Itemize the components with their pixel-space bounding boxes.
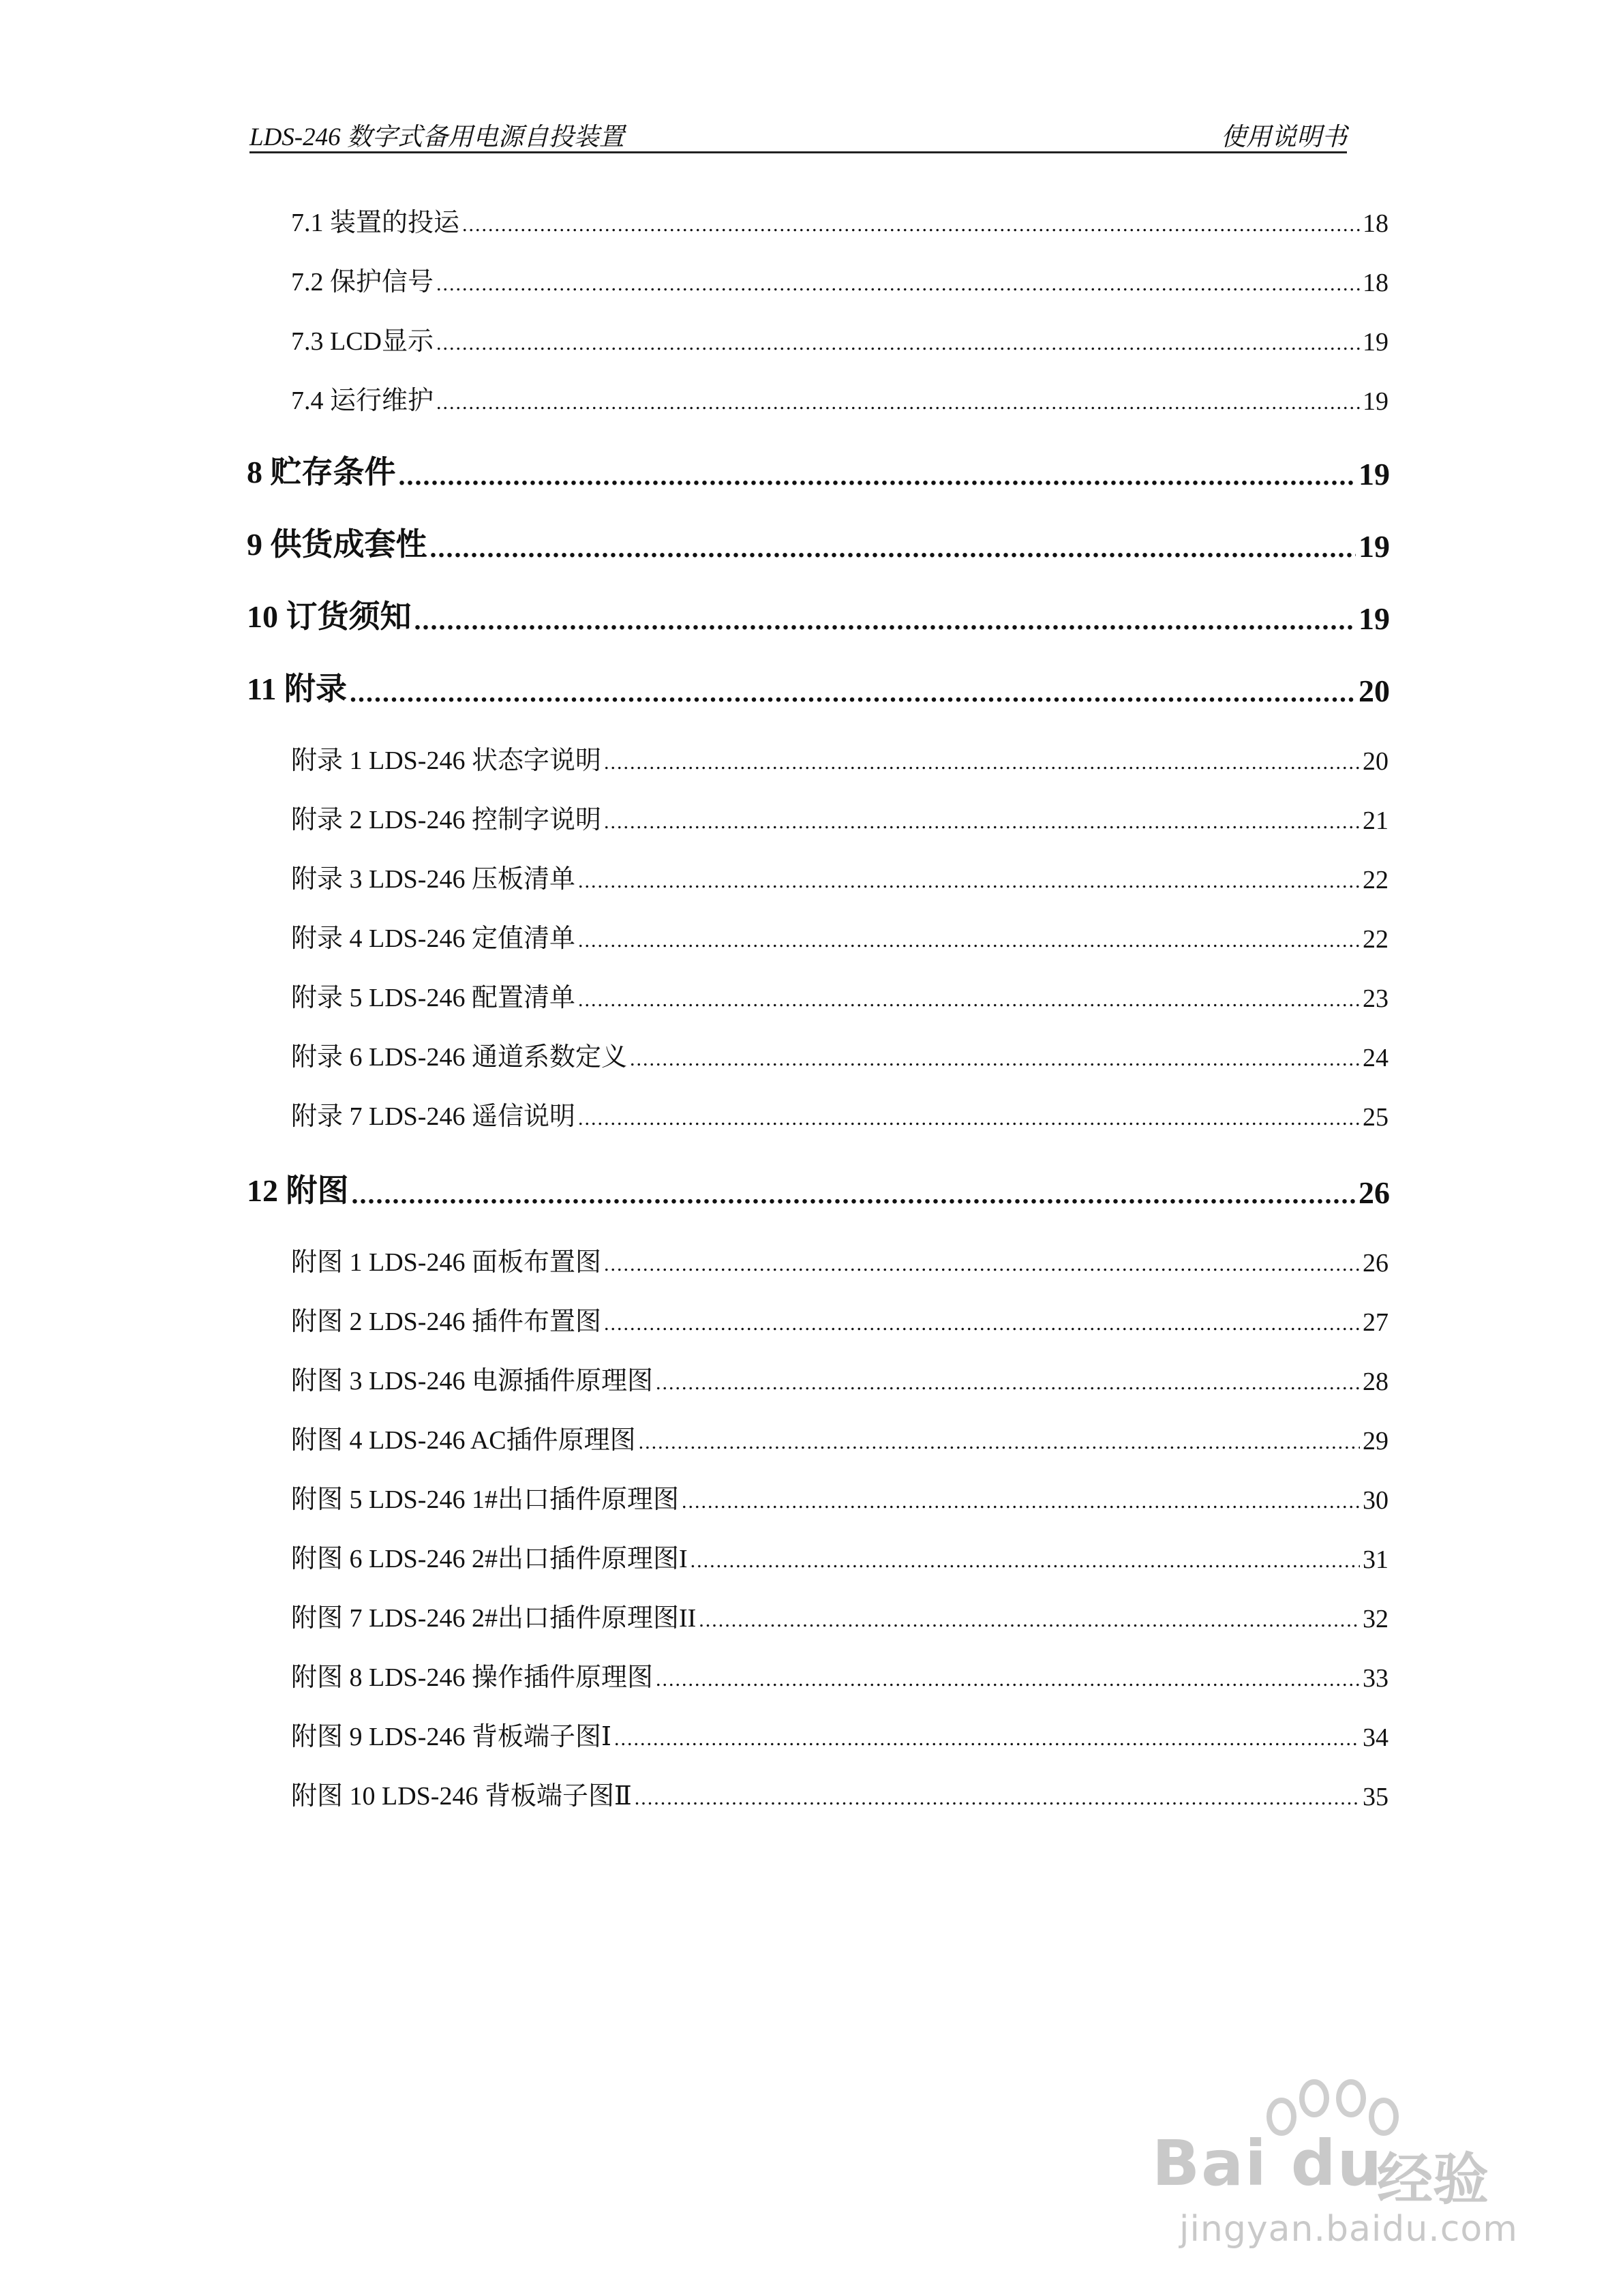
toc-entry-label: 附图 6 LDS-246 2#出口插件原理图I [291, 1545, 688, 1573]
toc-leader-dots [614, 1725, 1360, 1753]
toc-entry-label: 附录 6 LDS-246 通道系数定义 [291, 1043, 627, 1072]
toc-entry-label: 11 附录 [247, 671, 347, 706]
toc-entry-figure-3[interactable] [291, 1363, 1389, 1397]
toc-entry-7-1[interactable] [291, 205, 1389, 239]
toc-leader-dots [604, 749, 1360, 776]
toc-page-number: 30 [1363, 1486, 1389, 1515]
header-document-title: LDS-246 数字式备用电源自投装置 [249, 123, 624, 151]
toc-entry-label: 附录 2 LDS-246 控制字说明 [291, 806, 601, 834]
toc-entry-label: 8 贮存条件 [247, 455, 396, 489]
toc-leader-dots [430, 532, 1356, 564]
toc-entry-appendix-7[interactable] [291, 1098, 1389, 1132]
toc-page-number: 32 [1363, 1605, 1389, 1633]
watermark-brand: Bai du [1152, 2127, 1384, 2200]
toc-page-number: 31 [1363, 1545, 1389, 1574]
toc-entry-figure-4[interactable] [291, 1422, 1389, 1456]
toc-entry-label: 附图 7 LDS-246 2#出口插件原理图II [291, 1604, 697, 1633]
toc-entry-label: 7.2 保护信号 [291, 268, 434, 297]
toc-entry-label: 附图 8 LDS-246 操作插件原理图 [291, 1663, 653, 1692]
toc-leader-dots [350, 676, 1356, 709]
toc-leader-dots [462, 211, 1360, 239]
toc-leader-dots [578, 1105, 1360, 1132]
toc-page-number: 18 [1363, 209, 1389, 238]
toc-entry-figure-6[interactable] [291, 1541, 1389, 1575]
toc-page-number: 20 [1363, 747, 1389, 776]
toc-entry-label: 10 订货须知 [247, 599, 412, 634]
toc-page-number: 25 [1363, 1103, 1389, 1132]
toc-page-number: 28 [1363, 1368, 1389, 1396]
toc-entry-appendix-5[interactable] [291, 980, 1389, 1014]
toc-page-number: 19 [1363, 328, 1389, 357]
toc-entry-label: 附图 5 LDS-246 1#出口插件原理图 [291, 1485, 679, 1514]
toc-entry-appendix-3[interactable] [291, 861, 1389, 895]
toc-leader-dots [436, 271, 1360, 298]
toc-entry-label: 9 供货成套性 [247, 527, 427, 562]
toc-leader-dots [635, 1785, 1360, 1812]
watermark-url: jingyan.baidu.com [1179, 2209, 1518, 2250]
toc-leader-dots [691, 1547, 1360, 1575]
toc-entry-11[interactable] [247, 668, 1390, 709]
toc-entry-appendix-1[interactable] [291, 742, 1389, 776]
toc-page-number: 19 [1359, 529, 1390, 564]
toc-page-number: 22 [1363, 866, 1389, 894]
toc-leader-dots [604, 809, 1360, 836]
toc-entry-label: 附录 3 LDS-246 压板清单 [291, 865, 575, 894]
toc-entry-label: 附录 5 LDS-246 配置清单 [291, 984, 575, 1012]
toc-page-number: 20 [1359, 674, 1390, 708]
toc-page-number: 22 [1363, 925, 1389, 954]
toc-leader-dots [699, 1607, 1360, 1634]
page-header [249, 115, 1347, 153]
toc-entry-figure-8[interactable] [291, 1659, 1389, 1693]
toc-leader-dots [656, 1666, 1360, 1693]
toc-page-number: 33 [1363, 1664, 1389, 1693]
toc-entry-7-4[interactable] [291, 382, 1389, 417]
toc-entry-10[interactable] [247, 596, 1390, 637]
toc-entry-label: 附图 3 LDS-246 电源插件原理图 [291, 1367, 653, 1395]
toc-entry-appendix-6[interactable] [291, 1039, 1389, 1073]
toc-entry-label: 附图 2 LDS-246 插件布置图 [291, 1308, 601, 1336]
toc-entry-label: 7.4 运行维护 [291, 387, 434, 415]
toc-page-number: 19 [1363, 387, 1389, 416]
toc-entry-label: 附图 9 LDS-246 背板端子图Ⅰ [291, 1723, 611, 1751]
toc-entry-7-2[interactable] [291, 264, 1389, 298]
toc-entry-9[interactable] [247, 524, 1390, 564]
toc-leader-dots [414, 604, 1356, 637]
toc-entry-figure-7[interactable] [291, 1600, 1389, 1634]
toc-entry-label: 7.3 LCD显示 [291, 327, 434, 356]
toc-page-number: 26 [1363, 1249, 1389, 1278]
toc-page-number: 19 [1359, 601, 1390, 636]
toc-page-number: 21 [1363, 806, 1389, 835]
toc-leader-dots [399, 459, 1356, 492]
toc-leader-dots [682, 1488, 1360, 1515]
baidu-jingyan-watermark [1152, 2079, 1534, 2250]
toc-entry-label: 附图 4 LDS-246 AC插件原理图 [291, 1426, 636, 1455]
header-manual-label: 使用说明书 [1221, 123, 1347, 151]
toc-leader-dots [639, 1429, 1360, 1456]
toc-entry-7-3[interactable] [291, 323, 1389, 357]
toc-page-number: 24 [1363, 1044, 1389, 1072]
toc-entry-figure-9[interactable] [291, 1719, 1389, 1753]
toc-entry-12[interactable] [247, 1170, 1390, 1211]
toc-entry-8[interactable] [247, 451, 1390, 492]
toc-leader-dots [578, 986, 1360, 1014]
toc-page-number: 35 [1363, 1783, 1389, 1811]
toc-entry-figure-2[interactable] [291, 1303, 1389, 1338]
toc-entry-figure-10[interactable] [291, 1778, 1389, 1812]
toc-entry-figure-1[interactable] [291, 1244, 1389, 1278]
toc-leader-dots [578, 868, 1360, 895]
toc-page-number: 18 [1363, 269, 1389, 297]
toc-entry-figure-5[interactable] [291, 1481, 1389, 1515]
toc-page-number: 34 [1363, 1723, 1389, 1752]
toc-entry-appendix-2[interactable] [291, 802, 1389, 836]
toc-entry-label: 附录 4 LDS-246 定值清单 [291, 924, 575, 953]
toc-page-number: 23 [1363, 984, 1389, 1013]
toc-page-number: 29 [1363, 1427, 1389, 1455]
toc-leader-dots [604, 1310, 1360, 1338]
toc-leader-dots [604, 1251, 1360, 1278]
toc-leader-dots [578, 927, 1360, 954]
toc-entry-label: 附录 1 LDS-246 状态字说明 [291, 746, 601, 775]
watermark-brand-cn: 经验 [1377, 2147, 1489, 2212]
toc-page-number: 19 [1359, 457, 1390, 492]
toc-page-number: 26 [1359, 1175, 1390, 1210]
toc-leader-dots [436, 330, 1360, 357]
toc-entry-label: 附图 1 LDS-246 面板布置图 [291, 1248, 601, 1277]
toc-leader-dots [656, 1370, 1360, 1397]
toc-entry-label: 7.1 装置的投运 [291, 209, 460, 237]
toc-entry-appendix-4[interactable] [291, 920, 1389, 954]
toc-leader-dots [352, 1178, 1356, 1211]
toc-entry-label: 附图 10 LDS-246 背板端子图Ⅱ [291, 1782, 632, 1811]
toc-leader-dots [630, 1046, 1360, 1073]
toc-leader-dots [436, 389, 1360, 417]
toc-entry-label: 12 附图 [247, 1173, 349, 1208]
toc-entry-label: 附录 7 LDS-246 遥信说明 [291, 1102, 575, 1131]
toc-page-number: 27 [1363, 1308, 1389, 1337]
